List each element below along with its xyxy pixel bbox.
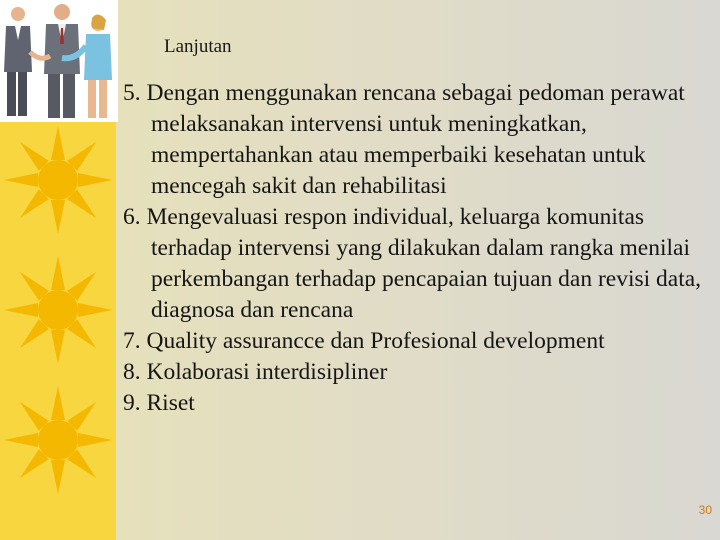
list-item: 6. Mengevaluasi respon individual, keluarga komunitas terhadap intervensi yang dilakukan dalam rangka menilai perkembangan terhadap pencapaian tujuan dan revisi data, diagnosa dan rencana bbox=[123, 204, 702, 323]
list-item: 7. Quality assurancce dan Profesional development bbox=[123, 328, 605, 354]
business-people-handshake-icon bbox=[0, 0, 118, 122]
sun-pattern bbox=[0, 118, 116, 540]
sun-icon bbox=[4, 126, 112, 234]
slide-subtitle: Lanjutan bbox=[164, 36, 232, 57]
list-item: 8. Kolaborasi interdisipliner bbox=[123, 359, 388, 385]
list-item: 5. Dengan menggunakan rencana sebagai pedoman perawat melaksanakan intervensi untuk meningkatkan, mempertahankan atau memperbaiki kesehatan untuk mencegah sakit dan rehabilitasi bbox=[123, 80, 685, 199]
sun-icon bbox=[4, 386, 112, 494]
sun-icon bbox=[4, 256, 112, 364]
content-list bbox=[123, 78, 713, 419]
list-item: 9. Riset bbox=[123, 390, 195, 416]
page-number: 30 bbox=[698, 503, 712, 517]
